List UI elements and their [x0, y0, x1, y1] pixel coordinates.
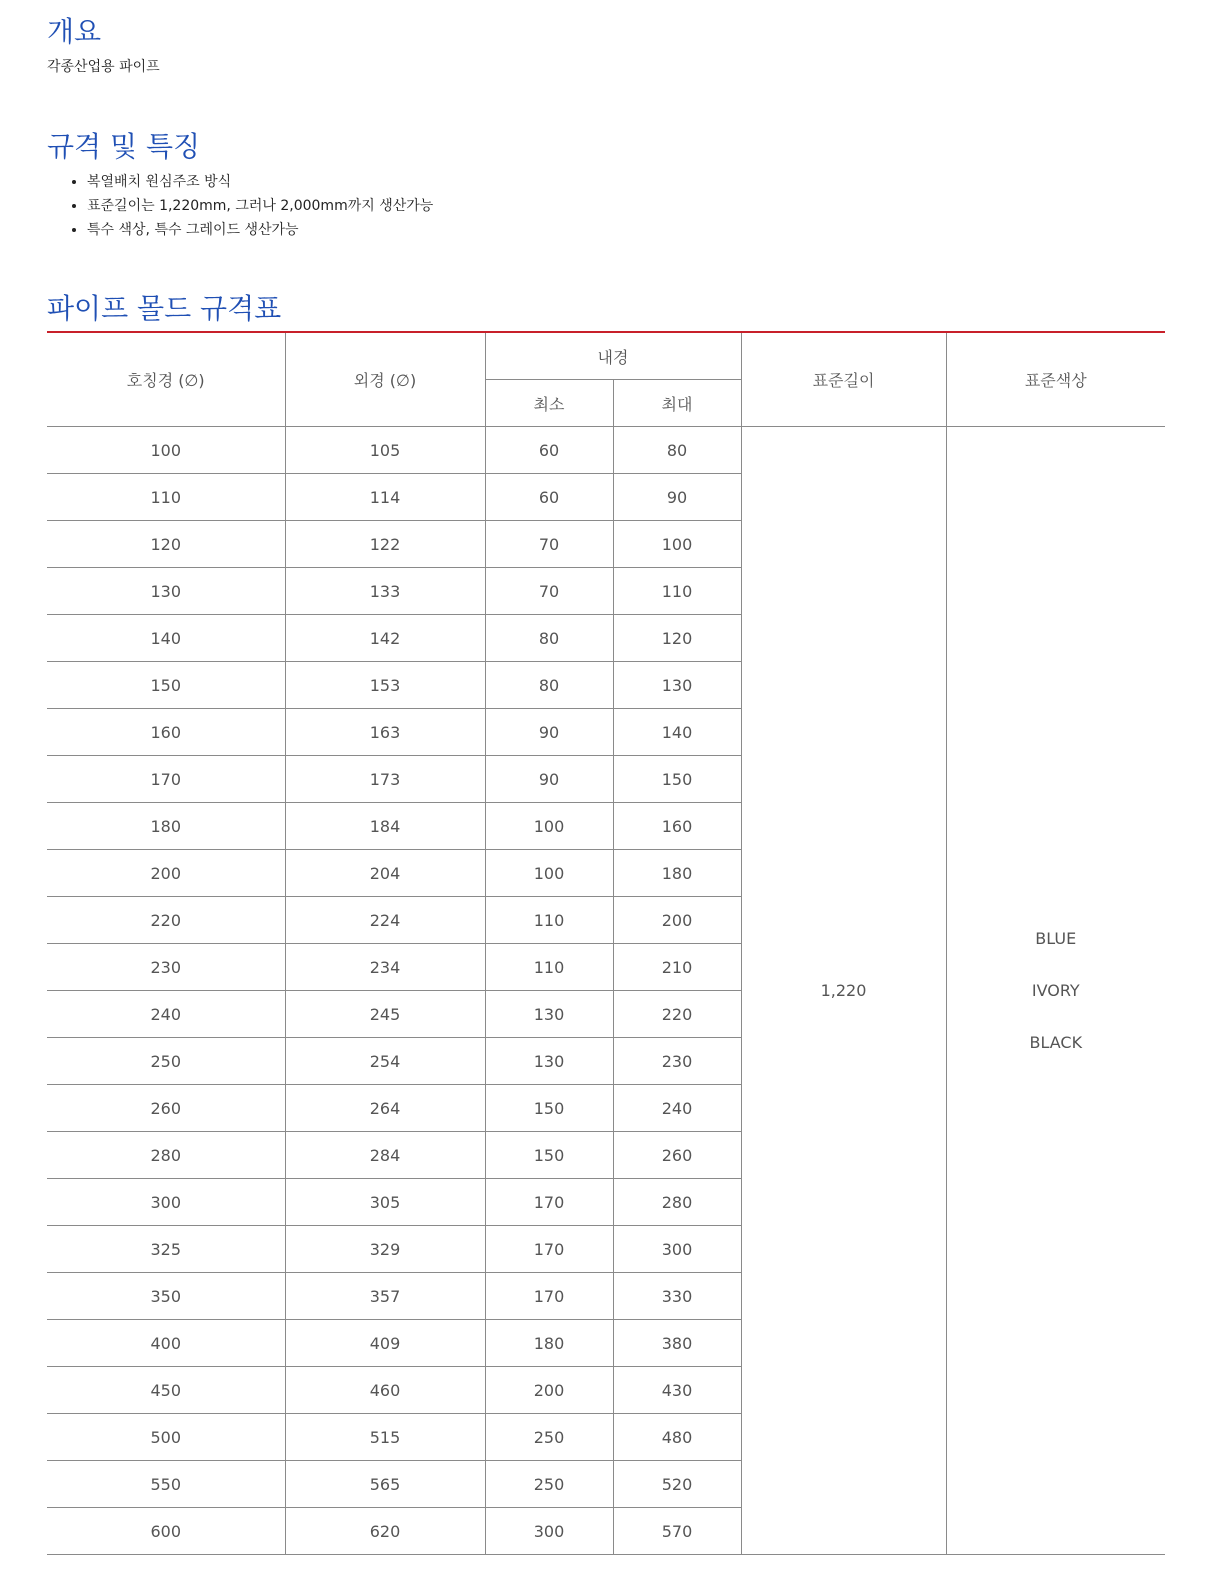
inner-min-cell: 250 [485, 1461, 613, 1508]
nominal-cell: 100 [47, 427, 285, 474]
outer-cell: 234 [285, 944, 485, 991]
standard-length-cell: 1,220 [741, 427, 946, 1555]
color-option: BLACK [1029, 1032, 1083, 1052]
nominal-cell: 240 [47, 991, 285, 1038]
outer-cell: 409 [285, 1320, 485, 1367]
inner-max-cell: 210 [613, 944, 741, 991]
outer-cell: 163 [285, 709, 485, 756]
inner-min-cell: 170 [485, 1179, 613, 1226]
table-row [47, 427, 1165, 474]
inner-min-cell: 60 [485, 474, 613, 521]
nominal-cell: 400 [47, 1320, 285, 1367]
header-inner-min: 최소 [485, 380, 613, 427]
outer-cell: 357 [285, 1273, 485, 1320]
nominal-cell: 120 [47, 521, 285, 568]
outer-cell: 254 [285, 1038, 485, 1085]
header-standard-color: 표준색상 [946, 333, 1165, 427]
outer-cell: 204 [285, 850, 485, 897]
nominal-cell: 300 [47, 1179, 285, 1226]
outer-cell: 245 [285, 991, 485, 1038]
nominal-cell: 230 [47, 944, 285, 991]
outer-cell: 305 [285, 1179, 485, 1226]
outer-cell: 122 [285, 521, 485, 568]
header-nominal-diameter: 호칭경 (∅) [47, 333, 285, 427]
inner-min-cell: 150 [485, 1132, 613, 1179]
inner-min-cell: 300 [485, 1508, 613, 1555]
features-list [47, 170, 433, 242]
features-title: 규격 및 특징 [47, 130, 201, 163]
inner-min-cell: 110 [485, 944, 613, 991]
inner-min-cell: 90 [485, 709, 613, 756]
outer-cell: 565 [285, 1461, 485, 1508]
feature-item: • 표준길이는 1,220mm, 그러나 2,000mm까지 생산가능 [87, 194, 433, 218]
nominal-cell: 325 [47, 1226, 285, 1273]
outer-cell: 105 [285, 427, 485, 474]
inner-max-cell: 200 [613, 897, 741, 944]
inner-min-cell: 100 [485, 850, 613, 897]
inner-max-cell: 220 [613, 991, 741, 1038]
spec-table-body [47, 427, 1165, 1555]
nominal-cell: 180 [47, 803, 285, 850]
overview-title: 개요 [47, 15, 102, 48]
inner-max-cell: 240 [613, 1085, 741, 1132]
overview-description: 각종산업용 파이프 [47, 59, 160, 75]
header-inner-max: 최대 [613, 380, 741, 427]
nominal-cell: 500 [47, 1414, 285, 1461]
inner-min-cell: 170 [485, 1273, 613, 1320]
inner-max-cell: 180 [613, 850, 741, 897]
nominal-cell: 600 [47, 1508, 285, 1555]
nominal-cell: 170 [47, 756, 285, 803]
nominal-cell: 200 [47, 850, 285, 897]
inner-max-cell: 110 [613, 568, 741, 615]
outer-cell: 153 [285, 662, 485, 709]
inner-min-cell: 80 [485, 662, 613, 709]
inner-max-cell: 80 [613, 427, 741, 474]
inner-max-cell: 570 [613, 1508, 741, 1555]
inner-max-cell: 280 [613, 1179, 741, 1226]
nominal-cell: 450 [47, 1367, 285, 1414]
nominal-cell: 550 [47, 1461, 285, 1508]
nominal-cell: 160 [47, 709, 285, 756]
header-outer-diameter: 외경 (∅) [285, 333, 485, 427]
nominal-cell: 140 [47, 615, 285, 662]
inner-min-cell: 150 [485, 1085, 613, 1132]
inner-max-cell: 160 [613, 803, 741, 850]
inner-min-cell: 60 [485, 427, 613, 474]
inner-min-cell: 200 [485, 1367, 613, 1414]
inner-max-cell: 120 [613, 615, 741, 662]
outer-cell: 284 [285, 1132, 485, 1179]
nominal-cell: 110 [47, 474, 285, 521]
inner-min-cell: 70 [485, 521, 613, 568]
inner-min-cell: 70 [485, 568, 613, 615]
inner-min-cell: 250 [485, 1414, 613, 1461]
color-option: IVORY [1031, 980, 1080, 1000]
nominal-cell: 280 [47, 1132, 285, 1179]
inner-min-cell: 100 [485, 803, 613, 850]
nominal-cell: 150 [47, 662, 285, 709]
header-standard-length: 표준길이 [741, 333, 946, 427]
inner-max-cell: 230 [613, 1038, 741, 1085]
standard-colors-cell [946, 427, 1165, 1555]
inner-min-cell: 170 [485, 1226, 613, 1273]
inner-max-cell: 90 [613, 474, 741, 521]
spec-table [47, 333, 1165, 1555]
outer-cell: 114 [285, 474, 485, 521]
nominal-cell: 220 [47, 897, 285, 944]
inner-max-cell: 430 [613, 1367, 741, 1414]
outer-cell: 460 [285, 1367, 485, 1414]
inner-max-cell: 520 [613, 1461, 741, 1508]
outer-cell: 142 [285, 615, 485, 662]
outer-cell: 329 [285, 1226, 485, 1273]
inner-max-cell: 260 [613, 1132, 741, 1179]
nominal-cell: 350 [47, 1273, 285, 1320]
inner-max-cell: 480 [613, 1414, 741, 1461]
inner-min-cell: 90 [485, 756, 613, 803]
inner-max-cell: 150 [613, 756, 741, 803]
header-inner-diameter: 내경 [485, 333, 741, 380]
outer-cell: 620 [285, 1508, 485, 1555]
outer-cell: 173 [285, 756, 485, 803]
inner-min-cell: 80 [485, 615, 613, 662]
inner-max-cell: 380 [613, 1320, 741, 1367]
inner-max-cell: 100 [613, 521, 741, 568]
spec-table-title: 파이프 몰드 규격표 [47, 292, 282, 325]
nominal-cell: 260 [47, 1085, 285, 1132]
inner-max-cell: 330 [613, 1273, 741, 1320]
color-option: BLUE [1035, 928, 1077, 948]
outer-cell: 224 [285, 897, 485, 944]
inner-min-cell: 110 [485, 897, 613, 944]
inner-max-cell: 130 [613, 662, 741, 709]
nominal-cell: 250 [47, 1038, 285, 1085]
nominal-cell: 130 [47, 568, 285, 615]
inner-max-cell: 140 [613, 709, 741, 756]
inner-min-cell: 130 [485, 1038, 613, 1085]
inner-min-cell: 130 [485, 991, 613, 1038]
outer-cell: 133 [285, 568, 485, 615]
outer-cell: 264 [285, 1085, 485, 1132]
inner-max-cell: 300 [613, 1226, 741, 1273]
feature-item: • 복열배치 원심주조 방식 [87, 170, 433, 194]
outer-cell: 184 [285, 803, 485, 850]
outer-cell: 515 [285, 1414, 485, 1461]
inner-min-cell: 180 [485, 1320, 613, 1367]
feature-item: • 특수 색상, 특수 그레이드 생산가능 [87, 218, 433, 242]
